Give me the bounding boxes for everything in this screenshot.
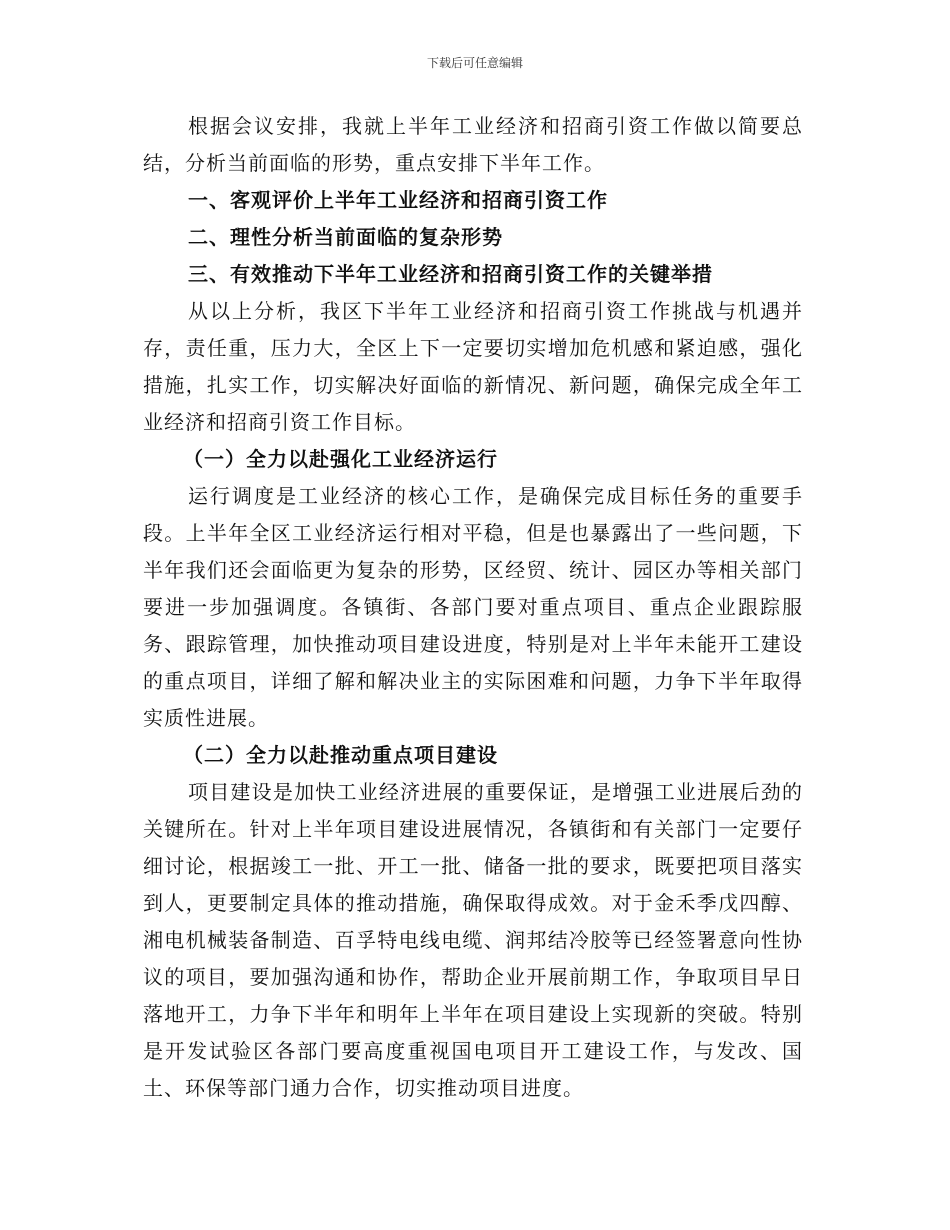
heading-subsection-2: （二）全力以赴推动重点项目建设 bbox=[183, 743, 498, 767]
heading-subsection-1: （一）全力以赴强化工业经济运行 bbox=[183, 447, 498, 471]
paragraph-operation: 运行调度是工业经济的核心工作，是确保完成目标任务的重要手段。上半年全区工业经济运行相对平稳，但是也暴露出了一些问题，下半年我们还会面临更为复杂的形势，区经贸、统计、园区办等相关部门要进一步加强调度。各镇街、各部门要对重点项目、重点企业跟踪服务、跟踪管理，加快推动项目建设进度，特别是对上半年未能开工建设的重点项目，详细了解和解决业主的实际困难和问题，力争下半年取得实质性进展。 bbox=[143, 484, 803, 730]
paragraph-analysis: 从以上分析，我区下半年工业经济和招商引资工作挑战与机遇并存，责任重，压力大，全区上下一定要切实增加危机感和紧迫感，强化措施，扎实工作，切实解决好面临的新情况、新问题，确保完成全年工业经济和招商引资工作目标。 bbox=[143, 299, 803, 434]
paragraph-projects: 项目建设是加快工业经济进展的重要保证，是增强工业进展后劲的关键所在。针对上半年项目建设进展情况，各镇街和有关部门一定要仔细讨论，根据竣工一批、开工一批、储备一批的要求，既要把项目落实到人，更要制定具体的推动措施，确保取得成效。对于金禾季戊四醇、湘电机械装备制造、百孚特电线电缆、润邦结冷胶等已经签署意向性协议的项目，要加强沟通和协作，帮助企业开展前期工作，争取项目早日落地开工，力争下半年和明年上半年在项目建设上实现新的突破。特别是开发试验区各部门要高度重视国电项目开工建设工作，与发改、国土、环保等部门通力合作，切实推动项目进度。 bbox=[143, 780, 803, 1100]
heading-section-3: 三、有效推动下半年工业经济和招商引资工作的关键举措 bbox=[188, 262, 713, 286]
document-body bbox=[143, 108, 803, 1107]
heading-section-2: 二、理性分析当前面临的复杂形势 bbox=[188, 225, 503, 249]
page-header: 下载后可任意编辑 bbox=[426, 56, 523, 70]
heading-section-1: 一、客观评价上半年工业经济和招商引资工作 bbox=[188, 188, 608, 212]
paragraph-intro: 根据会议安排，我就上半年工业经济和招商引资工作做以简要总结，分析当前面临的形势，重点安排下半年工作。 bbox=[143, 114, 803, 175]
